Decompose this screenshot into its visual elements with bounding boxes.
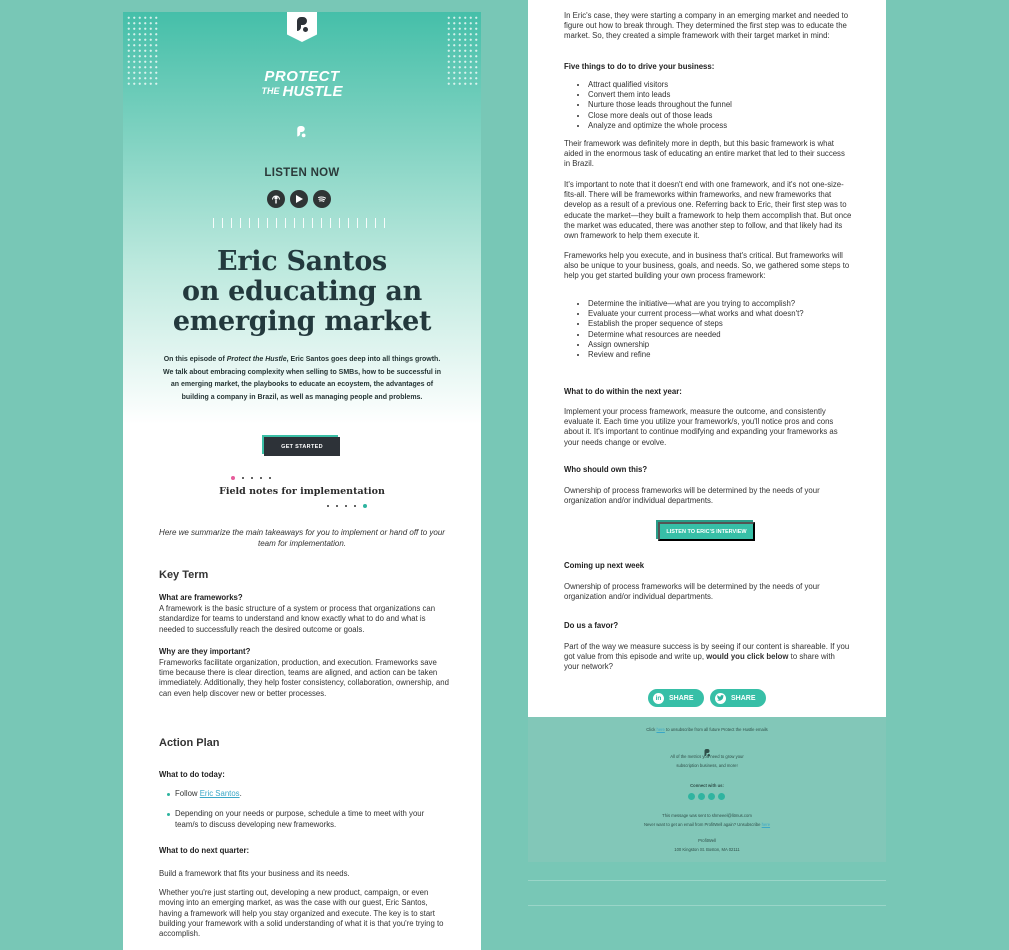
frameworks-answer: A framework is the basic structure of a system or process that organizations can standardize for teams to understand and know exactly what to do and what is needed to successfully reach the desired outcome or goals. (159, 604, 436, 634)
brand-line-2: HUSTLE (282, 83, 343, 101)
divider (528, 905, 886, 906)
frameworks-question: What are frameworks? (159, 593, 243, 602)
list-item: • Assign ownership (588, 340, 852, 350)
show-name: Protect the Hustle (226, 356, 287, 363)
next-week-paragraph: Ownership of process frameworks will be determined by the needs of your organization and/or individual departments. (564, 582, 820, 602)
spotify-icon[interactable] (313, 190, 331, 208)
list-item: • Review and refine (588, 350, 852, 360)
twitter-icon[interactable] (698, 793, 705, 800)
never-email-line: Never want to get an email from ProfitWell again? Unsubscribe here (643, 822, 771, 827)
action-plan-heading: Action Plan (159, 737, 220, 749)
hero-section (123, 12, 481, 424)
favor-heading: Do us a favor? (564, 621, 619, 630)
episode-description: On this episode of Protect the Hustle, Eric Santos goes deep into all things growth. We talk about embracing complexity when selling to SMBs, how to be successful in an emerging market, the playbooks to educate an ecoystem, the advantages of building a company in Brazil, as well as managing people and problems. (163, 356, 441, 401)
email-right-column (528, 0, 886, 717)
field-notes-title: Field notes for implementation (219, 486, 385, 497)
title-line-3: emerging market (172, 306, 432, 337)
quarter-paragraph-1: Build a framework that fits your business and its needs. (159, 868, 350, 878)
footer-tagline-1: All of the metrics you need to grow your (670, 754, 744, 759)
today-list (159, 789, 449, 830)
email-footer (528, 717, 886, 862)
connect-label: Connect with us: (690, 783, 724, 788)
importance-answer: Frameworks facilitate organization, production, and execution. Frameworks save time because there is clear direction, teams are aligned, and action can be taken immediately. Additionally, they help foster consistency, collaboration, ownership, and can even help discover new or better processes. (159, 657, 449, 698)
year-heading: What to do within the next year: (564, 387, 682, 396)
today-heading: What to do today: (159, 770, 225, 779)
five-things-list (564, 80, 852, 131)
year-paragraph: Implement your process framework, measure the outcome, and consistently evaluate it. Each time you utilize your framework/s, you'll notice pros and cons about it. It's important to continue modifying and expanding your frameworks as your needs change or evolve. (564, 407, 838, 447)
key-term-section (159, 569, 449, 699)
social-icons (688, 793, 725, 800)
listen-interview-button[interactable]: LISTEN TO ERIC'S INTERVIEW (658, 522, 755, 541)
brand-line-1: PROTECT (264, 68, 340, 85)
intro-paragraph: In Eric's case, they were starting a company in an emerging market and needed to figure out how to break through. They determined the first step was to educate the market. So, they created a simple framework with their target market in mind: (564, 11, 849, 41)
own-paragraph: Ownership of process frameworks will be determined by the needs of your organization and/or individual departments. (564, 486, 820, 506)
protect-the-hustle-logo (123, 69, 481, 99)
linkedin-icon[interactable] (718, 793, 725, 800)
title-line-2: on educating an (182, 276, 422, 307)
action-plan-section (159, 737, 449, 940)
list-item: • Determine the initiative—what are you trying to accomplish? (588, 299, 852, 309)
podcast-icons (267, 190, 331, 208)
company-address: 100 Kingston St. Boston, MA 02111 (674, 847, 740, 852)
email-left-column (123, 12, 481, 950)
divider (528, 880, 886, 881)
profitwell-unsubscribe-link[interactable]: here (761, 822, 771, 827)
share-linkedin-button[interactable]: in SHARE (648, 689, 704, 707)
five-things-heading: Five things to do to drive your business: (564, 62, 715, 71)
eric-santos-link[interactable]: Eric Santos (199, 789, 240, 798)
quarter-paragraph-2: Whether you're just starting out, developing a new product, campaign, or even moving into an emerging market, as was the case with our guest, Eric Santos, having a framework will help you stay organized and execute. The key is to start building your framework with a solid understanding of what it is that you're trying to accomplish. (159, 888, 444, 939)
facebook-icon[interactable] (688, 793, 695, 800)
google-play-icon[interactable] (290, 190, 308, 208)
list-item: • Establish the proper sequence of steps (588, 319, 852, 329)
steps-list (564, 299, 852, 360)
depth-paragraph: Their framework was definitely more in depth, but this basic framework is what aided in the enormous task of educating an entire market that led to their success in Brazil. (564, 139, 845, 169)
listen-now-label: LISTEN NOW (264, 167, 340, 179)
list-item: • Analyze and optimize the whole process (588, 121, 852, 131)
list-item: Depending on your needs or purpose, schedule a time to meet with your team/s to discuss developing new frameworks. (159, 809, 449, 830)
field-notes-summary: Here we summarize the main takeaways for you to implement or hand off to your team for implementation. (159, 528, 445, 548)
list-item: Follow Eric Santos. (159, 789, 449, 799)
footer-tagline-2: subscription business, and more! (676, 763, 738, 768)
instagram-icon[interactable] (708, 793, 715, 800)
decor-dots-top (231, 476, 271, 480)
sent-to-line: This message was sent to shmeeel@litmus.com (662, 813, 752, 818)
list-item: • Nurture those leads throughout the funnel (588, 100, 852, 110)
decor-dots-bottom (327, 504, 367, 508)
waveform-ticks (213, 218, 391, 228)
list-item: • Determine what resources are needed (588, 330, 852, 340)
important-paragraph: It's important to note that it doesn't end with one framework, and it's not one-size-fits-all. There will be frameworks within frameworks, and new frameworks that develop as a result of a previous one. Referring back to Eric, their first step was to educate the market—they built a framework to help them accomplish that. But once the market was educated, there was another step to follow, and that likely had its own framework to help them execute it. (564, 180, 852, 241)
get-started-button[interactable]: GET STARTED (264, 437, 340, 456)
share-twitter-button[interactable]: SHARE (710, 689, 766, 707)
profitwell-logo-icon (287, 12, 317, 42)
next-week-heading: Coming up next week (564, 561, 645, 570)
quarter-heading: What to do next quarter: (159, 845, 250, 855)
key-term-heading: Key Term (159, 569, 209, 581)
linkedin-icon: in (653, 693, 664, 704)
small-logo-icon (295, 125, 307, 143)
twitter-icon (715, 693, 726, 704)
title-line-1: Eric Santos (217, 246, 387, 277)
list-item: • Attract qualified visitors (588, 80, 852, 90)
unsubscribe-line: Click here to unsubscribe from all future Protect the Hustle emails (646, 727, 768, 732)
brand-the: THE (261, 86, 280, 97)
importance-question: Why are they important? (159, 646, 251, 656)
list-item: • Close more deals out of those leads (588, 111, 852, 121)
apple-podcasts-icon[interactable] (267, 190, 285, 208)
list-item: • Evaluate your current process—what works and what doesn't? (588, 309, 852, 319)
list-item: • Convert them into leads (588, 90, 852, 100)
help-paragraph: Frameworks help you execute, and in business that's critical. But frameworks will also be unique to your business, goals, and needs. So, we gathered some steps to help you get started building your own process framework: (564, 251, 850, 281)
own-heading: Who should own this? (564, 465, 648, 474)
unsubscribe-link[interactable]: here (656, 727, 665, 732)
favor-paragraph: Part of the way we measure success is by seeing if our content is shareable. If you got value from this episode and write up, would you click below to share with your network? (564, 642, 850, 672)
company-name: ProfitWell (698, 838, 716, 843)
episode-title (123, 247, 481, 337)
